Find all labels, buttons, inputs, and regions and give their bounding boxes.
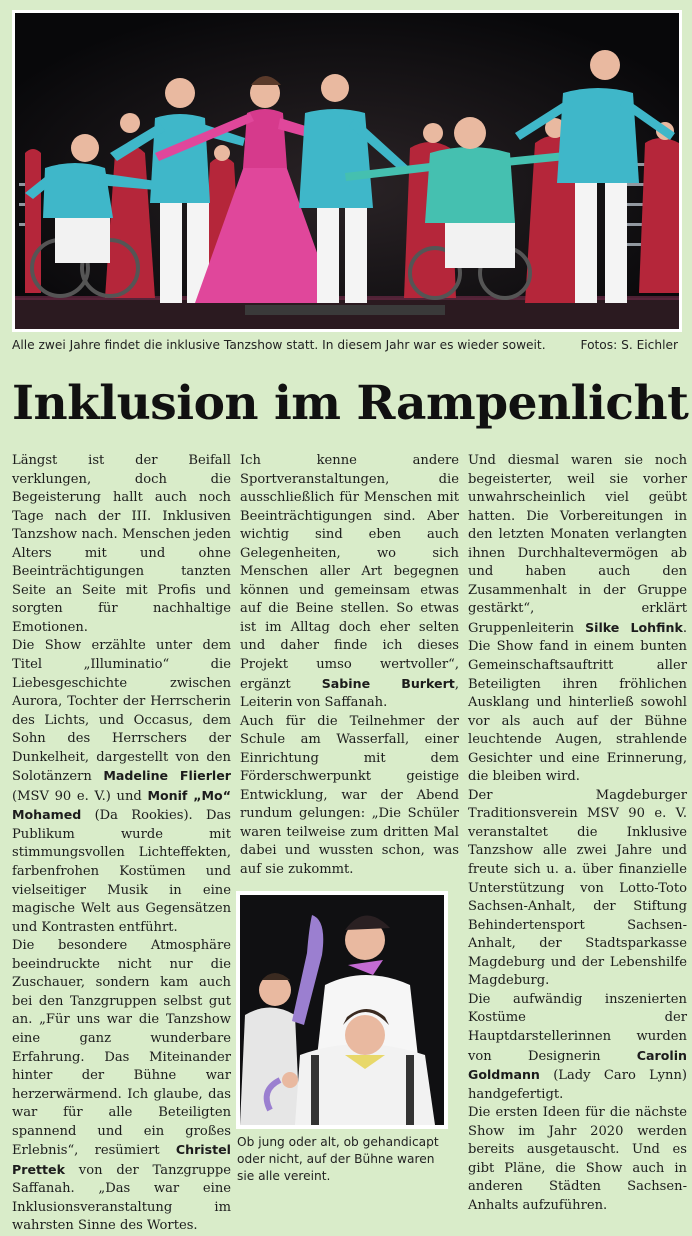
person-name: Christel Prettek xyxy=(12,1142,231,1177)
text: (Lady Caro Lynn) handgefertigt. xyxy=(468,1068,687,1102)
paragraph: Längst ist der Beifall verklungen, doch die Begeisterung hallt auch noch Tage nach der III. Inklusiven Tanzshow nach. Menschen jeden Alters mit und ohne Beeinträchtigungen tanzten Seite an Seite mit Profis und sorgten für nachhaltige Emotionen. xyxy=(12,453,231,635)
text: Und diesmal waren sie noch begeisterter, weil sie vorher unwahrscheinlich viel geübt hatten. Die Vorbereitungen in den letzten Monaten verlangten ihnen Durchhaltevermögen ab und haben auch den Zusammenhalt in der Gruppe gestärkt“, erklärt Gruppenleiterin xyxy=(468,453,687,636)
text: , Leiterin von Saffanah. xyxy=(240,676,459,711)
dance-show-photo xyxy=(15,13,679,329)
text: (MSV 90 e. V.) und xyxy=(12,788,142,804)
article-column-2 xyxy=(240,452,459,880)
person-name: Madeline Flierler xyxy=(103,768,231,784)
text: von der Tanzgruppe Saffanah. „Das war eine Inklusionsveranstaltung im wahrsten Sinne des Wortes. xyxy=(12,1162,231,1234)
article-column-1 xyxy=(12,452,231,1236)
inset-caption: Ob jung oder alt, ob gehandicapt oder nicht, auf der Bühne waren sie alle vereint. xyxy=(237,1135,439,1183)
person-name: Carolin Goldmann xyxy=(468,1047,687,1083)
photo-caption-row xyxy=(12,338,682,352)
paragraph xyxy=(468,452,687,787)
paragraph: Auch für die Teilnehmer der Schule am Wasserfall, einer Einrichtung mit dem Förderschwerpunkt geistige Entwicklung, war der Abend rundum gelungen: „Die Schüler waren teilweise zum dritten Mal dabei und wussten schon, was auf sie zukommt. xyxy=(240,713,459,878)
person-name: Silke Lohfink xyxy=(585,619,683,635)
text: Die besondere Atmosphäre beeindruckte nicht nur die Zuschauer, sondern kam auch bei den Tanzgruppen selbst gut an. „Für uns war die Tanzshow eine ganz wunderbare Erfahrung. Das Miteinander hinter der Bühne war herzerwärmend. Ich glaube, das war für alle Beteiligten spannend und ein großes Erlebnis“, resümiert xyxy=(12,938,231,1159)
paragraph xyxy=(468,991,687,1104)
text: (Da Rookies). Das Publikum wurde mit stimmungsvollen Lichteffekten, farbenfrohen Kostümen und vielseitiger Musik in eine magische Welt aus Gegensätzen und Kontrasten entführt. xyxy=(12,808,231,935)
text: . Die Show fand in einem bunten Gemeinschaftsauftritt aller Beteiligten ihren fröhlichen Ausklang und hinterließ sowohl vor als auch auf der Bühne leuchtende Augen, strahlende Gesichter und eine Erinnerung, die bleiben wird. xyxy=(468,620,687,785)
person-name: Monif „Mo“ Mohamed xyxy=(12,787,231,823)
text: Die Show erzählte unter dem Titel „Illuminatio“ die Liebesgeschichte zwischen Aurora, Tochter der Herrscherin des Lichts, und Occasus, dem Sohn des Herrschers der Dunkelheit, dargestellt von den Solotänzern xyxy=(12,638,231,785)
inset-photo xyxy=(240,895,444,1125)
paragraph xyxy=(240,452,459,713)
person-name: Sabine Burkert xyxy=(321,675,455,691)
paragraph: Die ersten Ideen für die nächste Show im Jahr 2020 werden bereits ausgetauscht. Und es gibt Pläne, die Show auch in anderen Städten Sachsen-Anhalts aufzuführen. xyxy=(468,1105,687,1213)
headline: Inklusion im Rampenlicht xyxy=(12,376,689,431)
photo-caption: Alle zwei Jahre findet die inklusive Tanzshow statt. In diesem Jahr war es wieder soweit. xyxy=(12,338,546,352)
paragraph xyxy=(12,637,231,937)
text: Die aufwändig inszenierten Kostüme der Hauptdarstellerinnen wurden von Designerin xyxy=(468,991,687,1064)
paragraph: Der Magdeburger Traditionsverein MSV 90 e. V. veranstaltet die Inklusive Tanzshow alle zwei Jahre und freute sich u. a. über finanzielle Unterstützung von Lotto-Toto Sachsen-Anhalt, der Stiftung Behindertensport Sachsen-Anhalt, der Stadtsparkasse Magdeburg und der Lebenshilfe Magdeburg. xyxy=(468,787,687,989)
text: Ich kenne andere Sportveranstaltungen, die ausschließlich für Menschen mit Beeinträchtigungen sind. Aber wichtig sind eben auch Gelegenheiten, wo sich Menschen aller Art begegnen können und gemeinsam etwas auf die Beine stellen. So etwas ist im Alltag doch eher selten und daher finde ich dieses Projekt umso wertvoller“, ergänzt xyxy=(240,453,459,692)
paragraph xyxy=(12,937,231,1236)
article-column-3 xyxy=(468,452,687,1215)
photo-credit: Fotos: S. Eichler xyxy=(580,338,678,352)
